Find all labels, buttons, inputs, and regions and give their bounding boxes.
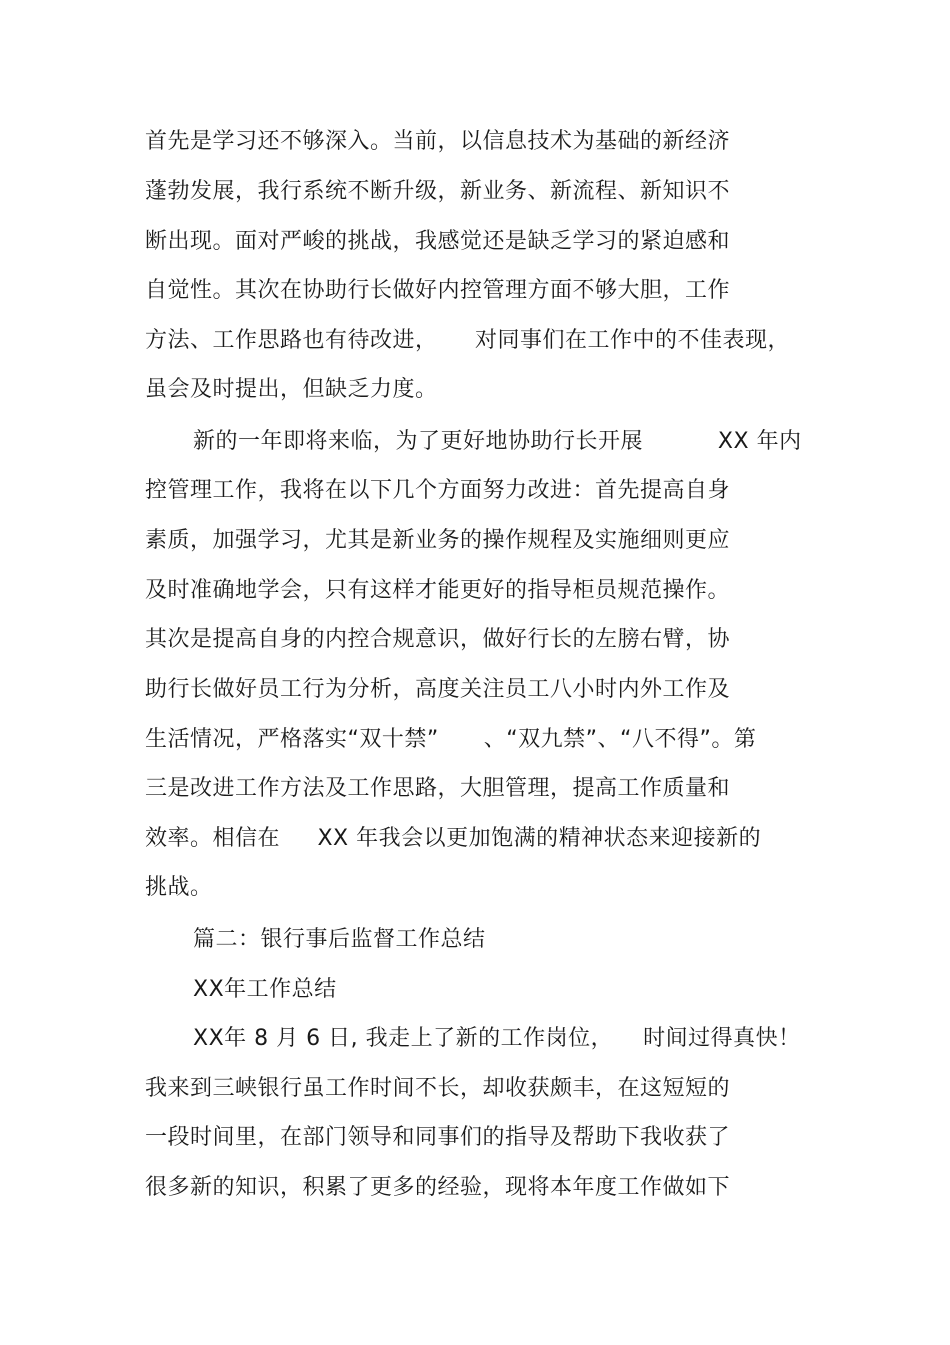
text-line: 虽会及时提出，但缺乏力度。: [145, 377, 438, 402]
text-line: 自觉性。其次在协助行长做好内控管理方面不够大胆，工作: [145, 278, 731, 303]
text-line: 助行长做好员工行为分析，高度关注员工八小时内外工作及: [145, 677, 731, 702]
text-line: 效率。相信在 XX 年我会以更加饱满的精神状态来迎接新的: [145, 826, 762, 851]
text-line: 很多新的知识，积累了更多的经验，现将本年度工作做如下: [145, 1175, 731, 1200]
text-line: 生活情况，严格落实“双十禁” 、“双九禁”、“八不得”。第: [145, 727, 757, 752]
text-line: 首先是学习还不够深入。当前，以信息技术为基础的新经济: [145, 129, 731, 154]
text-line: 挑战。: [145, 875, 213, 900]
section-subheading: XX年工作总结: [193, 977, 337, 1002]
text-line: 素质，加强学习，尤其是新业务的操作规程及实施细则更应: [145, 528, 731, 553]
text-line: 断出现。面对严峻的挑战，我感觉还是缺乏学习的紧迫感和: [145, 229, 731, 254]
text-line: 及时准确地学会，只有这样才能更好的指导柜员规范操作。: [145, 578, 731, 603]
text-line: 一段时间里，在部门领导和同事们的指导及帮助下我收获了: [145, 1125, 731, 1150]
paragraph-start-line: 新的一年即将来临，为了更好地协助行长开展 XX 年内: [193, 429, 802, 454]
text-line: 其次是提高自身的内控合规意识，做好行长的左膀右臂，协: [145, 627, 731, 652]
section-heading: 篇二：银行事后监督工作总结: [193, 927, 486, 952]
text-line: 三是改进工作方法及工作思路，大胆管理，提高工作质量和: [145, 776, 731, 801]
text-line: 我来到三峡银行虽工作时间不长，却收获颇丰，在这短短的: [145, 1076, 731, 1101]
text-line: 蓬勃发展，我行系统不断升级，新业务、新流程、新知识不: [145, 179, 731, 204]
text-line: 方法、工作思路也有待改进， 对同事们在工作中的不佳表现，: [145, 328, 790, 353]
paragraph-start-line: XX年 8 月 6 日, 我走上了新的工作岗位， 时间过得真快！: [193, 1026, 801, 1051]
text-line: 控管理工作，我将在以下几个方面努力改进：首先提高自身: [145, 478, 731, 503]
